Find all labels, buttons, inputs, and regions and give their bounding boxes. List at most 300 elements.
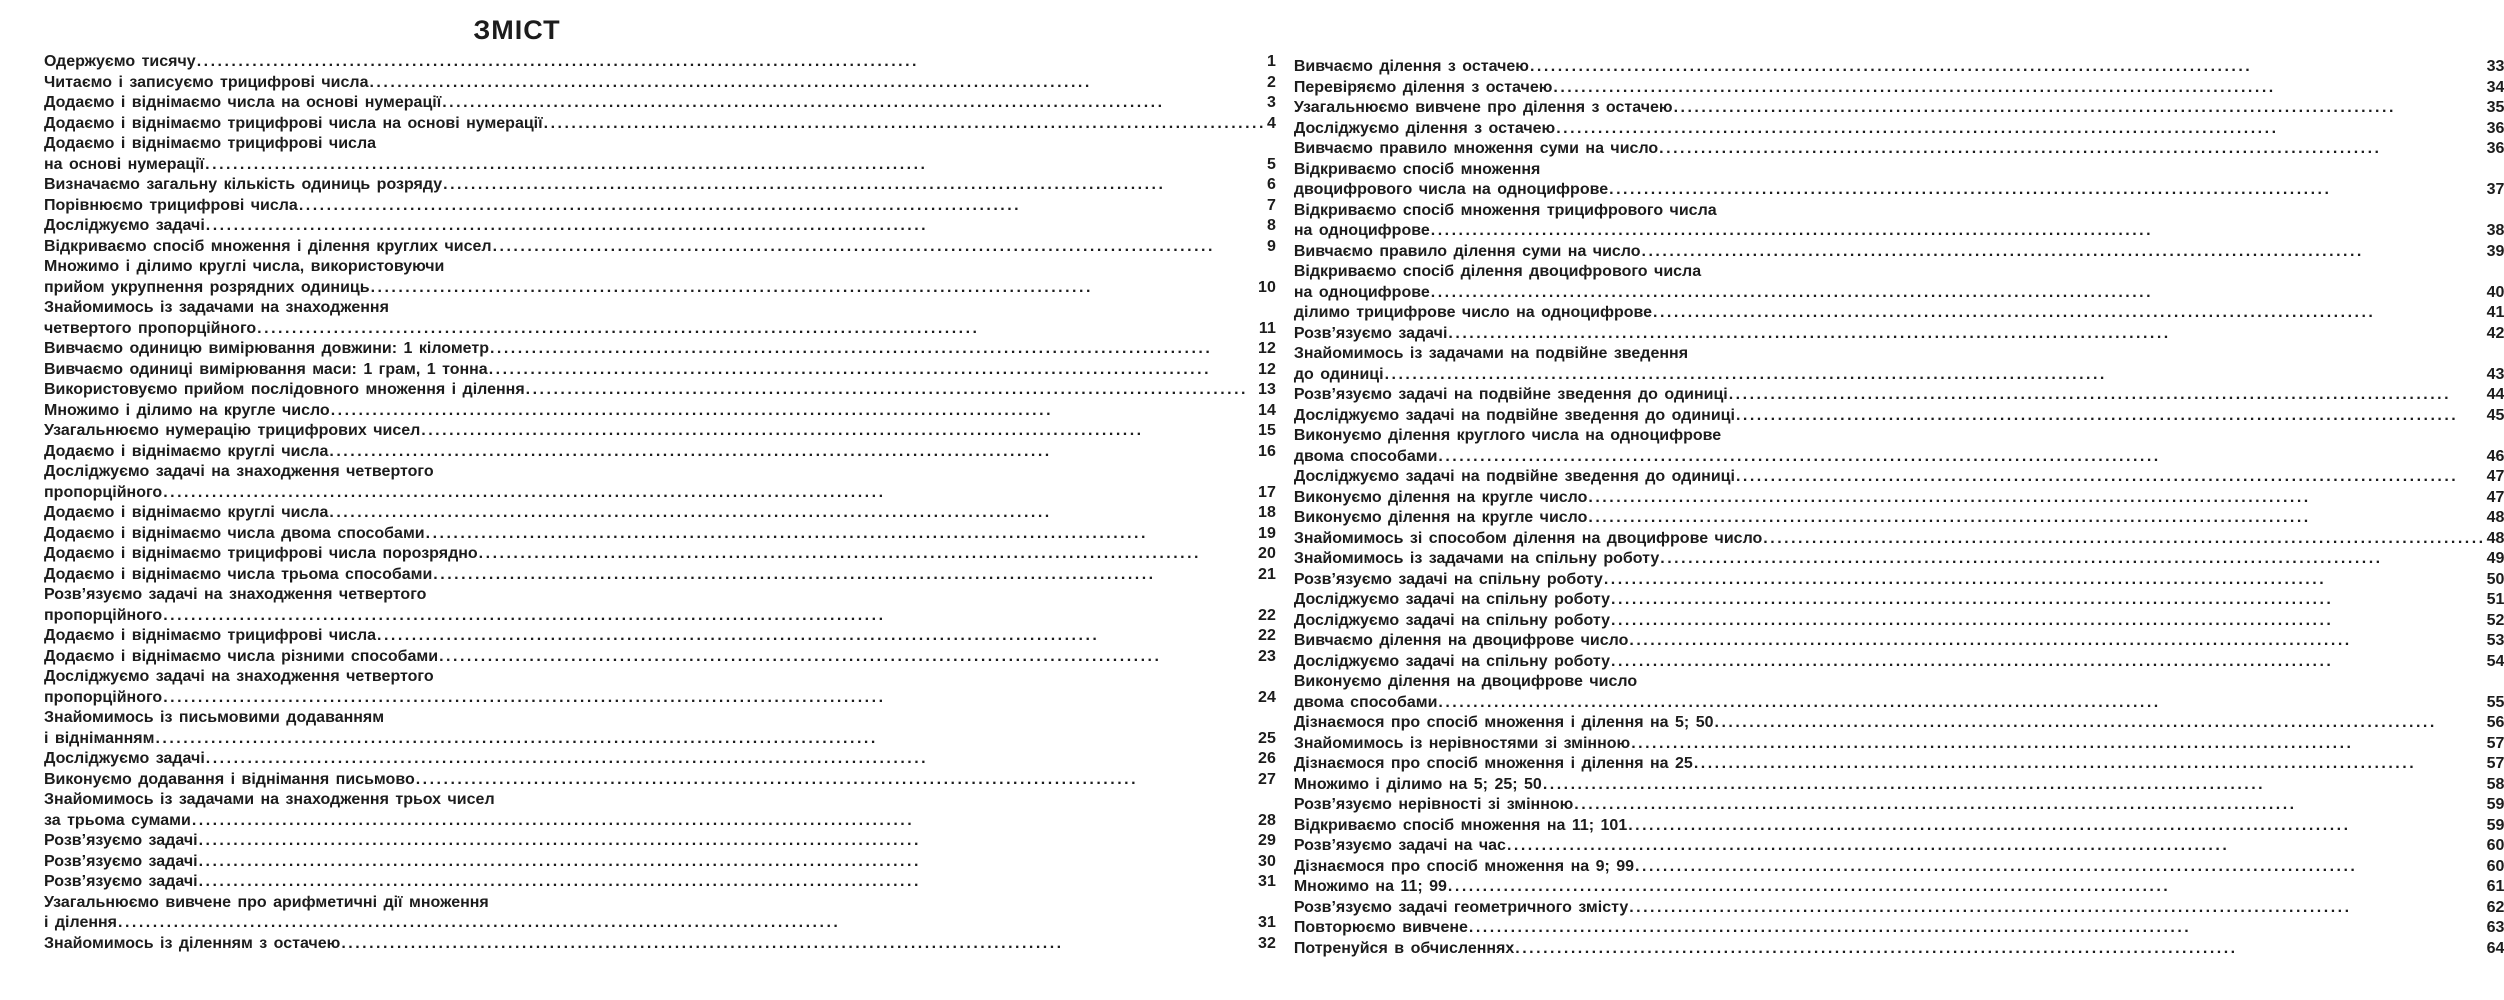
toc-entry <box>1294 672 2504 713</box>
toc-entry-title: Множимо і ділимо круглі числа, використовуючи <box>44 258 445 275</box>
toc-entry-line <box>44 934 1276 955</box>
page-number: 59 <box>2486 796 2504 813</box>
dot-leader <box>1385 365 2486 386</box>
page-number: 30 <box>1258 852 1276 870</box>
toc-entry-line <box>44 606 1276 627</box>
dot-leader <box>1431 283 2486 304</box>
toc-entry <box>1294 652 2504 673</box>
toc-entry-line <box>44 380 1276 401</box>
toc-entry-line <box>1294 590 2504 611</box>
dot-leader <box>369 73 1265 94</box>
toc-entry-line <box>44 175 1276 196</box>
toc-entry-title: Додаємо і віднімаємо числа на основі нумерації <box>44 94 442 111</box>
toc-entry-line <box>44 52 1276 73</box>
toc-entry-title: Визначаємо загальну кількість одиниць розряду <box>44 176 443 193</box>
dot-leader <box>439 647 1257 668</box>
page-number: 46 <box>2486 447 2504 465</box>
toc-entry <box>44 770 1276 791</box>
toc-entry-continuation <box>1294 672 2504 693</box>
toc-entry-title: Досліджуємо задачі на спільну роботу <box>1293 652 1611 670</box>
toc-entry-title: прийом укрупнення розрядних одиниць <box>44 278 370 296</box>
page-number: 60 <box>2486 837 2504 854</box>
toc-entry <box>1294 734 2504 755</box>
toc-entry <box>44 934 1276 955</box>
toc-entry-line <box>44 503 1276 524</box>
page-number: 56 <box>2486 714 2504 731</box>
page-number: 43 <box>2486 365 2504 383</box>
toc-entry-title: Вивчаємо ділення з остачею <box>1293 58 1529 75</box>
page-number: 24 <box>1258 688 1276 706</box>
toc-entry-continuation <box>44 257 1276 278</box>
toc-entry-line <box>1294 508 2504 529</box>
dot-leader <box>1609 180 2485 201</box>
toc-entry-title: Додаємо і віднімаємо трицифрові числа порозрядно <box>44 545 478 562</box>
toc-entry-title: Додаємо і віднімаємо круглі числа <box>44 504 329 521</box>
toc-entry-line <box>1294 242 2504 263</box>
toc-entry <box>44 708 1276 749</box>
toc-entry-title: Повторюємо вивчене <box>1293 919 1468 936</box>
toc-entry-line <box>1294 57 2504 78</box>
page-number: 44 <box>2486 386 2504 403</box>
toc-entry-line <box>44 831 1276 852</box>
page-number: 20 <box>1258 545 1276 562</box>
dot-leader <box>1448 877 2486 898</box>
toc-entry-continuation <box>44 298 1276 319</box>
dot-leader <box>257 319 1258 340</box>
dot-leader <box>1729 385 2486 406</box>
toc-column-right <box>1294 57 2504 959</box>
toc-entry-line <box>44 626 1276 647</box>
toc-entry-continuation <box>44 585 1276 606</box>
page-number: 48 <box>2486 529 2504 547</box>
toc-entry-title: і відніманням <box>44 729 155 747</box>
page-number: 53 <box>2486 632 2504 649</box>
toc-entry <box>1294 426 2504 467</box>
toc-columns <box>44 52 2504 959</box>
toc-entry-line <box>1294 98 2504 119</box>
toc-entry-title: Вивчаємо одиницю вимірювання довжини: 1 кілометр <box>44 340 489 357</box>
dot-leader <box>1588 488 2485 509</box>
toc-entry-line <box>1294 898 2504 919</box>
dot-leader <box>1674 98 2486 119</box>
toc-entry-line <box>1294 857 2504 878</box>
page-number: 34 <box>2486 78 2504 96</box>
dot-leader <box>1659 139 2485 160</box>
toc-entry-title: Досліджуємо ділення з остачею <box>1293 119 1556 137</box>
toc-entry <box>44 401 1276 422</box>
toc-entry-title: Розв’язуємо нерівності зі змінною <box>1293 796 1574 813</box>
toc-entry-line <box>1294 754 2504 775</box>
page-number: 50 <box>2486 570 2504 588</box>
dot-leader <box>1574 795 2485 816</box>
toc-entry-line <box>44 852 1276 873</box>
toc-entry <box>1294 549 2504 570</box>
toc-entry-title: за трьома сумами <box>44 811 191 829</box>
toc-entry-line <box>1294 447 2504 468</box>
dot-leader <box>206 216 1266 237</box>
page-number: 22 <box>1258 627 1276 644</box>
toc-entry-line <box>44 729 1276 750</box>
toc-entry-line <box>1294 365 2504 386</box>
toc-entry-continuation <box>44 790 1276 811</box>
page-title: ЗМІСТ <box>473 15 561 45</box>
toc-entry-line <box>44 913 1276 934</box>
toc-entry <box>1294 57 2504 78</box>
dot-leader <box>1448 324 2485 345</box>
toc-entry <box>44 421 1276 442</box>
toc-entry-line <box>1294 324 2504 345</box>
page-number: 29 <box>1258 832 1276 849</box>
toc-entry <box>44 442 1276 463</box>
toc-entry-continuation <box>1294 426 2504 447</box>
toc-entry-line <box>44 770 1276 791</box>
page-number: 52 <box>2486 611 2504 629</box>
toc-entry <box>1294 467 2504 488</box>
toc-entry-line <box>44 442 1276 463</box>
toc-entry-title: Розв’язуємо задачі на спільну роботу <box>1293 570 1603 588</box>
toc-entry-title: Виконуємо ділення на кругле число <box>1293 509 1588 526</box>
dot-leader <box>1438 693 2485 714</box>
toc-entry-line <box>1294 775 2504 796</box>
toc-entry <box>1294 836 2504 857</box>
toc-entry <box>1294 385 2504 406</box>
page-number: 38 <box>2486 222 2504 239</box>
toc-entry-continuation <box>44 462 1276 483</box>
toc-entry-line <box>1294 939 2504 960</box>
toc-entry <box>44 114 1276 135</box>
toc-entry <box>44 872 1276 893</box>
toc-entry-title: Знайомимось із діленням з остачею <box>44 934 341 952</box>
page-number: 13 <box>1258 381 1276 398</box>
page-number: 32 <box>1258 934 1276 952</box>
toc-entry-title: Дізнаємося про спосіб множення і ділення на 25 <box>1293 755 1693 772</box>
toc-entry-title: Знайомимось із нерівностями зі змінною <box>1293 734 1631 752</box>
toc-entry-line <box>44 811 1276 832</box>
toc-entry <box>1294 160 2504 201</box>
dot-leader <box>1438 447 2485 468</box>
dot-leader <box>493 237 1266 258</box>
dot-leader <box>1660 549 2485 570</box>
toc-entry <box>44 216 1276 237</box>
toc-entry-title: Виконуємо додавання і віднімання письмово <box>44 770 415 788</box>
dot-leader <box>1431 221 2486 242</box>
toc-entry-continuation <box>1294 201 2504 222</box>
toc-entry-line <box>1294 877 2504 898</box>
toc-entry-line <box>1294 713 2504 734</box>
toc-entry-line <box>1294 611 2504 632</box>
toc-entry-title: Виконуємо ділення на кругле число <box>1293 488 1588 506</box>
toc-entry-line <box>1294 488 2504 509</box>
page-number: 19 <box>1258 524 1276 542</box>
toc-entry <box>44 462 1276 503</box>
dot-leader <box>1629 631 2485 652</box>
toc-entry-title: четвертого пропорційного <box>44 319 257 337</box>
toc-entry <box>44 790 1276 831</box>
page-number: 35 <box>2486 99 2504 116</box>
toc-entry <box>1294 529 2504 550</box>
toc-entry <box>44 73 1276 94</box>
dot-leader <box>377 626 1257 647</box>
toc-entry-line <box>1294 283 2504 304</box>
toc-entry-title: Додаємо і віднімаємо трицифрові числа <box>44 135 377 152</box>
toc-entry <box>1294 201 2504 242</box>
toc-entry-line <box>1294 734 2504 755</box>
dot-leader <box>433 565 1257 586</box>
toc-entry-line <box>44 544 1276 565</box>
toc-entry-continuation <box>44 667 1276 688</box>
page-number: 54 <box>2486 652 2504 670</box>
toc-entry <box>1294 898 2504 919</box>
toc-entry-title: Вивчаємо правило множення суми на число <box>1293 140 1659 157</box>
toc-entry-line <box>44 339 1276 360</box>
page-number: 15 <box>1258 422 1276 439</box>
page-number: 27 <box>1258 770 1276 788</box>
toc-entry-title: Досліджуємо задачі на знаходження четвертого <box>44 463 434 480</box>
toc-entry-title: Узагальнюємо вивчене про арифметичні дії множення <box>44 893 489 911</box>
page-number: 2 <box>1266 73 1276 91</box>
toc-entry-line <box>44 524 1276 545</box>
toc-entry-continuation <box>1294 160 2504 181</box>
toc-entry-line <box>1294 139 2504 160</box>
toc-entry-continuation <box>44 893 1276 914</box>
toc-entry <box>44 585 1276 626</box>
toc-entry <box>44 565 1276 586</box>
toc-entry-line <box>1294 549 2504 570</box>
toc-entry-title: Досліджуємо задачі на спільну роботу <box>1293 611 1611 629</box>
toc-entry-line <box>1294 836 2504 857</box>
page-number: 11 <box>1258 319 1276 337</box>
dot-leader <box>489 360 1257 381</box>
toc-entry <box>44 893 1276 934</box>
toc-entry <box>1294 631 2504 652</box>
dot-leader <box>331 401 1257 422</box>
dot-leader <box>442 93 1266 114</box>
toc-entry-line <box>1294 78 2504 99</box>
dot-leader <box>199 872 1257 893</box>
toc-entry <box>1294 324 2504 345</box>
page-number: 48 <box>2486 509 2504 526</box>
page-number: 25 <box>1258 729 1276 747</box>
dot-leader <box>416 770 1257 791</box>
toc-entry-title: Множимо і ділимо на кругле число <box>44 401 330 419</box>
toc-entry-title: Досліджуємо задачі на подвійне зведення до одиниці <box>1293 468 1735 485</box>
toc-entry-title: Відкриваємо спосіб множення на 11; 101 <box>1293 816 1628 834</box>
toc-entry-line <box>44 421 1276 442</box>
toc-entry-title: Відкриваємо спосіб множення і ділення круглих чисел <box>44 237 492 255</box>
dot-leader <box>1736 467 2486 488</box>
toc-entry <box>44 626 1276 647</box>
toc-entry <box>1294 98 2504 119</box>
toc-entry-title: Знайомимось із задачами на спільну роботу <box>1293 550 1660 567</box>
dot-leader <box>1611 652 2486 673</box>
page-number: 41 <box>2486 304 2504 321</box>
toc-entry <box>1294 795 2504 816</box>
toc-entry-title: Досліджуємо задачі <box>44 217 205 234</box>
toc-entry-line <box>44 73 1276 94</box>
dot-leader <box>1469 918 2486 939</box>
dot-leader <box>163 606 1257 627</box>
dot-leader <box>443 175 1266 196</box>
toc-entry-title: Виконуємо ділення на двоцифрове число <box>1293 673 1638 690</box>
toc-entry-line <box>44 872 1276 893</box>
dot-leader <box>1515 939 2485 960</box>
toc-entry-title: Порівнюємо трицифрові числа <box>44 196 298 214</box>
dot-leader <box>1635 857 2486 878</box>
dot-leader <box>1763 529 2485 550</box>
dot-leader <box>1631 734 2485 755</box>
page-number: 60 <box>2486 857 2504 875</box>
toc-entry-title: Розв’язуємо задачі геометричного змісту <box>1293 898 1629 916</box>
toc-entry <box>44 647 1276 668</box>
dot-leader <box>299 196 1266 217</box>
page-number: 62 <box>2486 898 2504 916</box>
dot-leader <box>371 278 1257 299</box>
toc-entry <box>1294 406 2504 427</box>
dot-leader <box>1611 611 2486 632</box>
toc-entry <box>44 298 1276 339</box>
page-number: 37 <box>2486 181 2504 198</box>
dot-leader <box>118 913 1257 934</box>
toc-entry-title: Читаємо і записуємо трицифрові числа <box>44 73 369 91</box>
dot-leader <box>341 934 1257 955</box>
page-number: 23 <box>1258 647 1276 665</box>
dot-leader <box>1507 836 2486 857</box>
toc-entry-line <box>44 483 1276 504</box>
toc-entry-title: і ділення <box>44 914 118 931</box>
dot-leader <box>1642 242 2486 263</box>
page-number: 8 <box>1266 217 1276 234</box>
toc-entry <box>44 237 1276 258</box>
dot-leader <box>206 749 1257 770</box>
toc-entry-title: Множимо і ділимо на 5; 25; 50 <box>1293 775 1542 793</box>
toc-entry-title: двома способами <box>1293 447 1438 465</box>
toc-entry-line <box>1294 918 2504 939</box>
toc-entry <box>1294 877 2504 898</box>
dot-leader <box>1715 713 2486 734</box>
page-number: 14 <box>1258 401 1276 419</box>
toc-entry-line <box>1294 529 2504 550</box>
toc-entry-continuation <box>44 708 1276 729</box>
toc-entry-title: Потренуйся в обчисленнях <box>1293 939 1515 957</box>
page-number: 58 <box>2486 775 2504 793</box>
toc-entry-line <box>44 688 1276 709</box>
toc-entry <box>44 749 1276 770</box>
toc-entry <box>44 360 1276 381</box>
page-number: 26 <box>1258 750 1276 767</box>
dot-leader <box>199 831 1257 852</box>
dot-leader <box>1588 508 2485 529</box>
dot-leader <box>490 339 1257 360</box>
dot-leader <box>329 442 1257 463</box>
dot-leader <box>1736 406 2486 427</box>
toc-entry <box>1294 570 2504 591</box>
toc-entry-title: Розв’язуємо задачі <box>44 873 198 890</box>
toc-entry-line <box>44 565 1276 586</box>
toc-entry <box>1294 939 2504 960</box>
toc-entry-title: Додаємо і віднімаємо трицифрові числа на основі нумерації <box>44 114 543 132</box>
toc-entry-title: Перевіряємо ділення з остачею <box>1293 78 1553 96</box>
toc-entry-title: Вивчаємо одиниці вимірювання маси: 1 грам, 1 тонна <box>44 360 488 378</box>
toc-entry-line <box>44 749 1276 770</box>
toc-entry-line <box>44 196 1276 217</box>
toc-entry-title: двоцифрового числа на одноцифрове <box>1293 181 1609 198</box>
toc-entry-line <box>1294 631 2504 652</box>
dot-leader <box>1694 754 2486 775</box>
toc-entry <box>1294 857 2504 878</box>
toc-entry <box>1294 713 2504 734</box>
toc-entry-title: Додаємо і віднімаємо числа різними способами <box>44 647 439 665</box>
toc-entry-title: Додаємо і віднімаємо числа трьома способами <box>44 565 433 583</box>
toc-entry-line <box>1294 467 2504 488</box>
toc-entry-line <box>1294 180 2504 201</box>
toc-entry-title: Розв’язуємо задачі на знаходження четвертого <box>44 586 427 603</box>
toc-entry <box>1294 242 2504 263</box>
toc-entry-line <box>44 278 1276 299</box>
toc-entry-continuation <box>1294 344 2504 365</box>
toc-entry-title: Множимо на 11; 99 <box>1293 878 1447 895</box>
page-number: 1 <box>1266 53 1276 70</box>
toc-entry <box>44 503 1276 524</box>
page-number: 59 <box>2486 816 2504 834</box>
page-number: 18 <box>1258 504 1276 521</box>
page-number: 40 <box>2486 283 2504 301</box>
toc-entry-title: Виконуємо ділення круглого числа на одноцифрове <box>1293 427 1722 444</box>
toc-entry-title: Знайомимось із задачами на знаходження трьох чисел <box>44 791 495 808</box>
dot-leader <box>421 421 1257 442</box>
page-number: 31 <box>1258 873 1276 890</box>
toc-entry <box>44 52 1276 73</box>
toc-entry-title: до одиниці <box>1293 365 1384 383</box>
dot-leader <box>1553 78 2485 99</box>
dot-leader <box>329 503 1257 524</box>
dot-leader <box>544 114 1266 135</box>
toc-entry <box>1294 775 2504 796</box>
toc-entry-title: Розв’язуємо задачі <box>44 832 198 849</box>
dot-leader <box>197 52 1266 73</box>
toc-entry-title: Додаємо і віднімаємо трицифрові числа <box>44 627 377 644</box>
toc-entry-title: Знайомимось із письмовими додаванням <box>44 709 385 726</box>
toc-entry-title: Відкриваємо спосіб множення <box>1293 160 1541 178</box>
dot-leader <box>199 852 1257 873</box>
toc-entry-line <box>1294 795 2504 816</box>
page-number: 33 <box>2486 58 2504 75</box>
toc-entry-title: Одержуємо тисячу <box>44 53 196 70</box>
toc-entry-title: Відкриваємо спосіб множення трицифрового числа <box>1293 201 1717 219</box>
toc-entry-title: Розв’язуємо задачі на подвійне зведення до одиниці <box>1293 386 1728 403</box>
toc-entry <box>44 134 1276 175</box>
toc-entry <box>44 524 1276 545</box>
page-number: 22 <box>1258 606 1276 624</box>
toc-entry <box>44 257 1276 298</box>
page-number: 39 <box>2486 242 2504 260</box>
toc-entry-title: Знайомимось із задачами на подвійне зведення <box>1293 345 1689 362</box>
toc-entry <box>1294 508 2504 529</box>
toc-entry-line <box>1294 385 2504 406</box>
toc-entry-line <box>1294 570 2504 591</box>
toc-entry <box>1294 119 2504 140</box>
page-number: 55 <box>2486 693 2504 711</box>
page-number: 61 <box>2486 878 2504 895</box>
page-number: 47 <box>2486 488 2504 506</box>
dot-leader <box>1530 57 2486 78</box>
dot-leader <box>479 544 1257 565</box>
toc-entry-line <box>44 93 1276 114</box>
toc-entry-line <box>1294 693 2504 714</box>
toc-entry-title: на одноцифрове <box>1293 283 1430 301</box>
dot-leader <box>163 483 1257 504</box>
dot-leader <box>1628 816 2485 837</box>
toc-entry-title: пропорційного <box>44 688 163 706</box>
